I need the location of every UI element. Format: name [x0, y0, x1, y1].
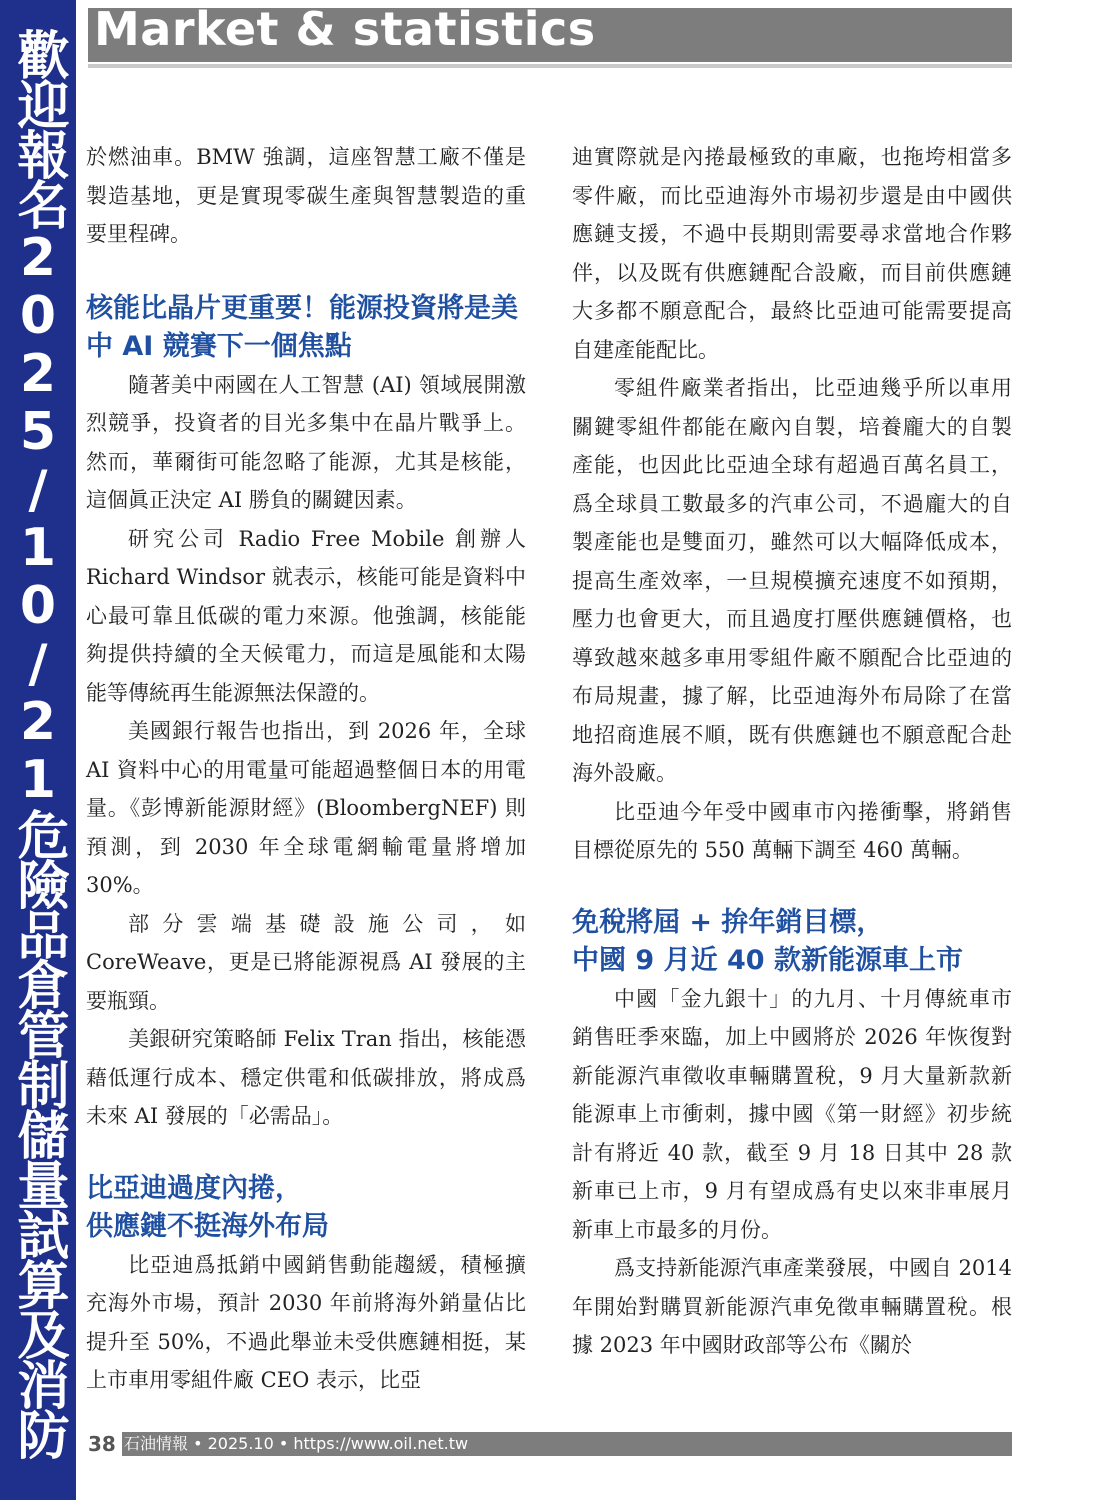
header-divider: [88, 64, 1012, 68]
seminar-banner-text[interactable]: 歡迎報名2025/10/21危險品倉管制儲量試算及消防: [8, 28, 68, 1458]
paragraph: 爲支持新能源汽車產業發展，中國自 2014 年開始對購買新能源汽車免徵車輛購置稅。根據 2023 年中國財政部等公布《關於: [572, 1256, 1012, 1357]
right-column: [572, 138, 1012, 1365]
footer-publication[interactable]: 石油情報 • 2025.10 • https://www.oil.net.tw: [124, 1434, 469, 1453]
paragraph: 迪實際就是內捲最極致的車廠，也拖垮相當多零件廠，而比亞迪海外市場初步還是由中國供應鏈支援，不過中長期則需要尋求當地合作夥伴，以及既有供應鏈配合設廠，而目前供應鏈大多都不願意配合，最終比亞迪可能需要提高自建產能配比。: [572, 145, 1012, 362]
section-header: [88, 2, 1012, 62]
paragraph: 部分雲端基礎設施公司，如 CoreWeave，更是已將能源視爲 AI 發展的主要瓶頸。: [86, 911, 526, 1013]
article-heading-byd: 比亞迪過度內捲， 供應鏈不挺海外布局: [86, 1172, 329, 1242]
paragraph: 比亞迪爲抵銷中國銷售動能趨緩，積極擴充海外市場，預計 2030 年前將海外銷量佔比提升至 50%，不過此舉並未受供應鏈相挺，某上市車用零組件廠 CEO 表示，比亞: [86, 1252, 526, 1392]
left-column: [86, 138, 526, 1400]
paragraph: 美國銀行報告也指出，到 2026 年，全球 AI 資料中心的用電量可能超過整個日本的用電量。《彭博新能源財經》(BloombergNEF) 則預測，到 2030 年全球電網輸電量將增加 30%。: [86, 719, 526, 897]
section-title: Market & statistics: [94, 2, 596, 56]
paragraph: 零組件廠業者指出，比亞迪幾乎所以車用關鍵零組件都能在廠內自製，培養龐大的自製產能，也因此比亞迪全球有超過百萬名員工，爲全球員工數最多的汽車公司，不過龐大的自製產能也是雙面刃，雖然可以大幅降低成本，提高生產效率，一旦規模擴充速度不如預期，壓力也會更大，而且過度打壓供應鏈價格，也導致越來越多車用零組件廠不願配合比亞迪的布局規畫，據了解，比亞迪海外布局除了在當地招商進展不順，既有供應鏈也不願意配合赴海外設廠。: [572, 376, 1012, 785]
page-number: 38: [88, 1430, 122, 1458]
paragraph: 比亞迪今年受中國車市內捲衝擊，將銷售目標從原先的 550 萬輛下調至 460 萬輛。: [572, 799, 1012, 862]
paragraph: 美銀研究策略師 Felix Tran 指出，核能憑藉低運行成本、穩定供電和低碳排放，將成爲未來 AI 發展的「必需品」。: [86, 1027, 526, 1128]
article-heading-nev: 免稅將屆 + 拚年銷目標， 中國 9 月近 40 款新能源車上市: [572, 906, 963, 976]
page-footer: [88, 1432, 1012, 1456]
side-banner: [0, 0, 76, 1500]
paragraph: 隨著美中兩國在人工智慧 (AI) 領域展開激烈競爭，投資者的目光多集中在晶片戰爭上。然而，華爾街可能忽略了能源，尤其是核能，這個眞正決定 AI 勝負的關鍵因素。: [86, 372, 526, 512]
article-heading-nuclear: 核能比晶片更重要！能源投資將是美中 AI 競賽下一個焦點: [86, 292, 518, 362]
paragraph: 研究公司 Radio Free Mobile 創辦人 Richard Windsor 就表示，核能可能是資料中心最可靠且低碳的電力來源。他強調，核能能夠提供持續的全天候電力，而這是風能和太陽能等傳統再生能源無法保證的。: [86, 526, 526, 705]
paragraph: 中國「金九銀十」的九月、十月傳統車市銷售旺季來臨，加上中國將於 2026 年恢復對新能源汽車徵收車輛購置稅，9 月大量新款新能源車上市衝刺，據中國《第一財經》初步統計有將近 40 款，截至 9 月 18 日其中 28 款新車已上市，9 月有望成爲有史以來非車展月新車上市最多的月份。: [572, 986, 1012, 1242]
paragraph: 於燃油車。BMW 強調，這座智慧工廠不僅是製造基地，更是實現零碳生產與智慧製造的重要里程碑。: [86, 145, 526, 246]
